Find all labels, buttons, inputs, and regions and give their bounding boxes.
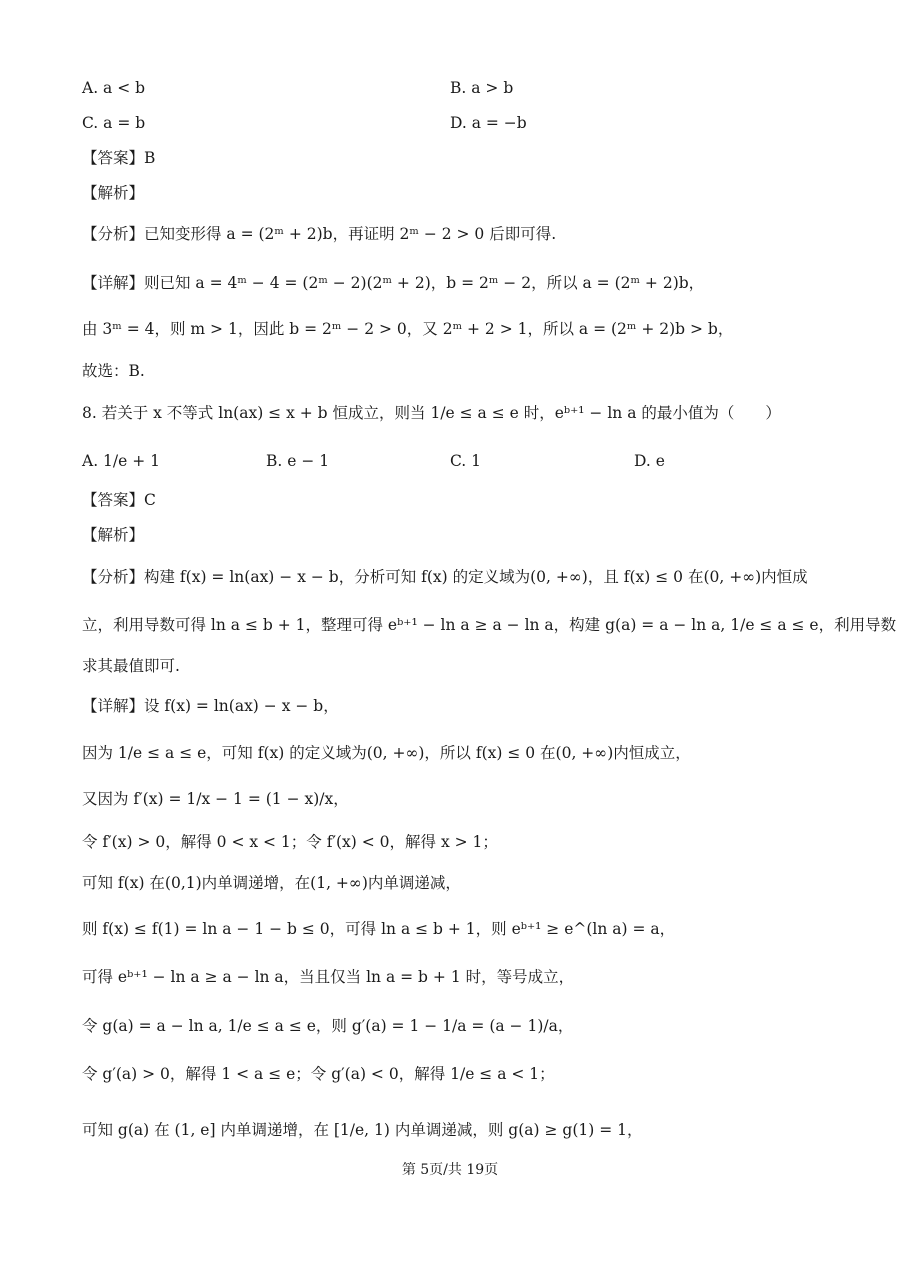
q7-detail-step: 由 3ᵐ = 4，则 m > 1，因此 b = 2ᵐ − 2 > 0，又 2ᵐ + 2 > 1，所以 a = (2ᵐ + 2)b > b，: [82, 320, 734, 338]
page-footer: 第 5页/共 19页: [401, 1162, 499, 1178]
q8-option-a: A. 1/e + 1: [82, 452, 161, 470]
q8-detail-2: 因为 1/e ≤ a ≤ e，可知 f(x) 的定义域为(0, +∞)，所以 f(x) ≤ 0 在(0, +∞)内恒成立，: [82, 744, 691, 762]
q8-analysis-line-1: 【分析】构建 f(x) = ln(ax) − x − b，分析可知 f(x) 的定义域为(0, +∞)，且 f(x) ≤ 0 在(0, +∞)内恒成: [82, 568, 808, 586]
q8-option-d: D. e: [634, 452, 665, 470]
q8-answer: 【答案】C: [82, 491, 156, 509]
q8-detail-9: 令 g′(a) > 0，解得 1 < a ≤ e；令 g′(a) < 0，解得 1/e ≤ a < 1；: [82, 1065, 555, 1083]
q7-answer: 【答案】B: [82, 149, 156, 167]
q8-detail-7: 可得 eᵇ⁺¹ − ln a ≥ a − ln a，当且仅当 ln a = b + 1 时，等号成立，: [82, 968, 575, 986]
q7-option-d: D. a = −b: [450, 114, 527, 132]
q7-analysis: 【分析】已知变形得 a = (2ᵐ + 2)b，再证明 2ᵐ − 2 > 0 后即可得.: [82, 225, 557, 243]
q8-detail-3: 又因为 f′(x) = 1/x − 1 = (1 − x)/x，: [82, 790, 349, 808]
q8-detail-10: 可知 g(a) 在 (1, e] 内单调递增，在 [1/e, 1) 内单调递减，则 g(a) ≥ g(1) = 1，: [82, 1121, 643, 1139]
q8-option-c: C. 1: [450, 452, 482, 470]
q7-conclusion: 故选：B.: [82, 362, 145, 380]
q8-analysis-line-2: 立，利用导数可得 ln a ≤ b + 1，整理可得 eᵇ⁺¹ − ln a ≥ a − ln a，构建 g(a) = a − ln a, 1/e ≤ a ≤ e，利用导数: [82, 616, 897, 634]
q8-detail-6: 则 f(x) ≤ f(1) = ln a − 1 − b ≤ 0，可得 ln a ≤ b + 1，则 eᵇ⁺¹ ≥ e^(ln a) = a，: [82, 920, 676, 938]
q7-option-b: B. a > b: [450, 79, 514, 97]
q8-jiexi-heading: 【解析】: [82, 526, 145, 544]
q8-detail-4: 令 f′(x) > 0，解得 0 < x < 1；令 f′(x) < 0，解得 x > 1；: [82, 833, 498, 851]
q7-detail: 【详解】则已知 a = 4ᵐ − 4 = (2ᵐ − 2)(2ᵐ + 2)，b = 2ᵐ − 2，所以 a = (2ᵐ + 2)b，: [82, 274, 705, 292]
q8-analysis-line-3: 求其最值即可.: [82, 657, 180, 675]
q8-detail-8: 令 g(a) = a − ln a, 1/e ≤ a ≤ e，则 g′(a) = 1 − 1/a = (a − 1)/a，: [82, 1017, 574, 1035]
q8-detail-5: 可知 f(x) 在(0,1)内单调递增，在(1, +∞)内单调递减，: [82, 874, 461, 892]
q8-option-b: B. e − 1: [266, 452, 330, 470]
q7-option-c: C. a = b: [82, 114, 146, 132]
q7-jiexi-heading: 【解析】: [82, 184, 145, 202]
q8-question: 8. 若关于 x 不等式 ln(ax) ≤ x + b 恒成立，则当 1/e ≤ a ≤ e 时，eᵇ⁺¹ − ln a 的最小值为（ ）: [82, 404, 781, 422]
q8-detail-1: 【详解】设 f(x) = ln(ax) − x − b，: [82, 697, 339, 715]
q7-option-a: A. a < b: [82, 79, 146, 97]
